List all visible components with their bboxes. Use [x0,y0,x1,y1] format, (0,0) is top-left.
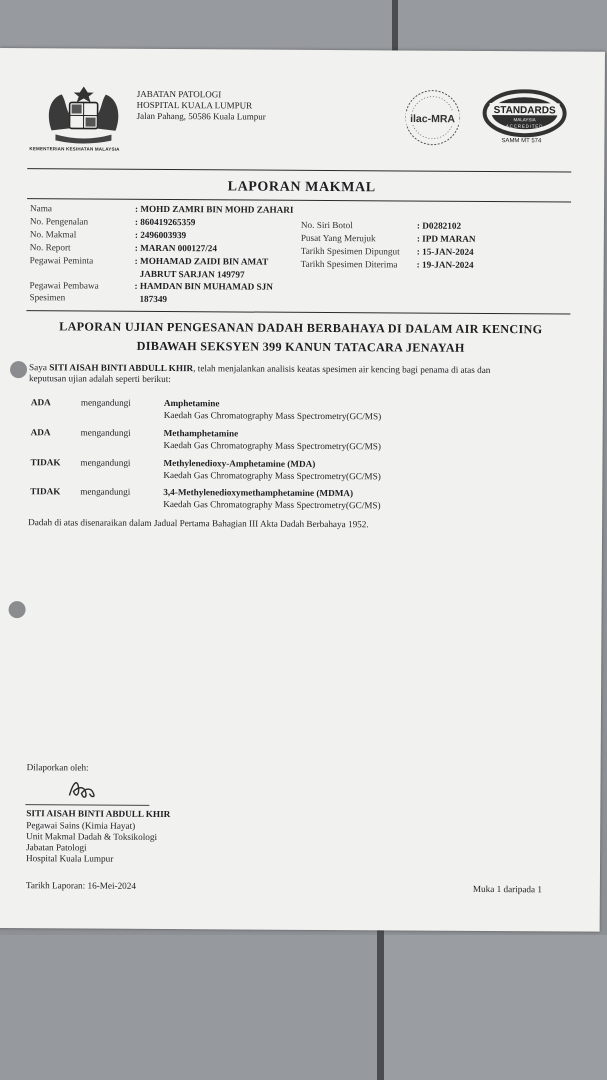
result-method: Kaedah Gas Chromatography Mass Spectrometry(GC/MS) [163,410,382,422]
divider [27,168,571,172]
tile-grout [377,925,384,1080]
report-date: Tarikh Laporan: 16-Mei-2024 [25,880,137,891]
field-label-referring-center: Pusat Yang Merujuk [300,232,376,244]
hospital-name: HOSPITAL KUALA LUMPUR [136,99,253,111]
result-method: Kaedah Gas Chromatography Mass Spectrometry(GC/MS) [163,440,382,452]
page-info: Muka 1 daripada 1 [472,883,543,895]
floor-tile [384,935,607,1080]
samm-number: SAMM MT 574 [501,138,542,145]
schedule-note: Dadah di atas disenaraikan dalam Jadual Pertama Bahagian III Akta Dadah Berbahaya 1952. [28,517,369,530]
field-value-requesting-officer-cont: JABRUT SARJAN 149797 [139,268,245,280]
field-label-bottle-serial: No. Siri Botol [300,219,353,231]
field-value-name: : MOHD ZAMRI BIN MOHD ZAHARI [134,203,294,215]
analyst-name: SITI AISAH BINTI ABDULL KHIR [49,362,194,374]
lab-report-paper [0,48,605,932]
result-status: TIDAK [30,457,61,468]
intro-line1: Saya SITI AISAH BINTI ABDULL KHIR, telah menjalankan analisis keatas spesimen air kencing bagi penama di atas dan [29,362,491,376]
field-value-carrying-officer-cont: 187349 [139,293,168,305]
field-value-ic: : 860419265359 [134,216,196,228]
result-status: TIDAK [30,486,61,497]
result-method: Kaedah Gas Chromatography Mass Spectrometry(GC/MS) [163,470,381,482]
field-value-bottle-serial: : D0282102 [416,220,462,231]
signature-scribble-icon [65,777,99,801]
standards-sub-text: MALAYSIA [513,117,536,123]
field-label-report-no: No. Report [29,242,71,253]
standards-malaysia-logo-icon [481,89,567,146]
field-label-carrying-officer-cont: Spesimen [29,292,66,303]
divider [27,198,571,203]
intro-line2: keputusan ujian adalah seperti berikut: [28,373,171,385]
floor-tile [0,0,392,55]
accredited-text: ACCREDITED [505,123,544,129]
hospital-address: Jalan Pahang, 50586 Kuala Lumpur [136,110,266,122]
field-label-ic: No. Pengenalan [29,216,89,227]
result-method: Kaedah Gas Chromatography Mass Spectrometry(GC/MS) [163,499,381,511]
test-title-line2: DIBAWAH SEKSYEN 399 KANUN TATACARA JENAYAH [136,338,465,355]
signatory-department: Jabatan Patologi [26,842,87,853]
field-label-date-collected: Tarikh Spesimen Dipungut [300,245,400,257]
field-label-carrying-officer: Pegawai Pembawa [29,280,99,291]
ilac-mra-logo-icon [401,86,463,148]
field-value-report-no: : MARAN 000127/24 [134,242,217,254]
result-status: ADA [30,427,51,438]
result-verb: mengandungi [80,397,131,408]
floor-tile [398,0,607,55]
report-title: LAPORAN MAKMAL [227,179,376,196]
field-label-name: Nama [29,203,52,214]
signatory-name: SITI AISAH BINTI ABDULL KHIR [26,808,171,820]
signatory-title: Pegawai Sains (Kimia Hayat) [26,820,136,831]
field-value-lab-no: : 2496003939 [134,229,187,241]
result-substance: Methylenedioxy-Amphetamine (MDA) [163,458,316,469]
field-value-date-collected: : 15-JAN-2024 [416,246,474,257]
result-substance: Methamphetamine [163,428,239,439]
signatory-hospital: Hospital Kuala Lumpur [26,853,114,864]
malaysia-coat-of-arms-icon [41,84,125,147]
result-verb: mengandungi [80,486,131,497]
field-value-referring-center: : IPD MARAN [416,233,476,244]
ministry-name: KEMENTERIAN KESIHATAN MALAYSIA [29,146,120,152]
result-verb: mengandungi [80,457,131,468]
department-header [137,89,266,123]
punch-hole [9,601,26,618]
signature-line [25,804,149,806]
result-substance: 3,4-Methylenedioxymethamphetamine (MDMA) [163,487,354,499]
reported-by-label: Dilaporkan oleh: [26,762,89,773]
ilac-mra-text: ilac-MRA [410,113,456,126]
signatory-unit: Unit Makmal Dadah & Toksikologi [26,831,158,842]
field-value-date-received: : 19-JAN-2024 [416,259,474,270]
result-status: ADA [30,397,51,408]
test-title-line1: LAPORAN UJIAN PENGESANAN DADAH BERBAHAYA DI DALAM AIR KENCING [59,319,543,337]
divider [26,310,570,315]
punch-hole [10,361,27,378]
field-value-carrying-officer: : HAMDAN BIN MUHAMAD SJN [134,280,273,292]
result-verb: mengandungi [80,427,131,438]
floor-tile [0,935,377,1080]
department-name: JABATAN PATOLOGI [136,88,222,100]
field-label-requesting-officer: Pegawai Peminta [29,255,94,266]
result-substance: Amphetamine [163,398,220,409]
field-label-lab-no: No. Makmal [29,229,77,240]
standards-text: STANDARDS [493,105,556,117]
field-label-date-received: Tarikh Spesimen Diterima [300,258,398,270]
field-value-requesting-officer: : MOHAMAD ZAIDI BIN AMAT [134,255,269,267]
